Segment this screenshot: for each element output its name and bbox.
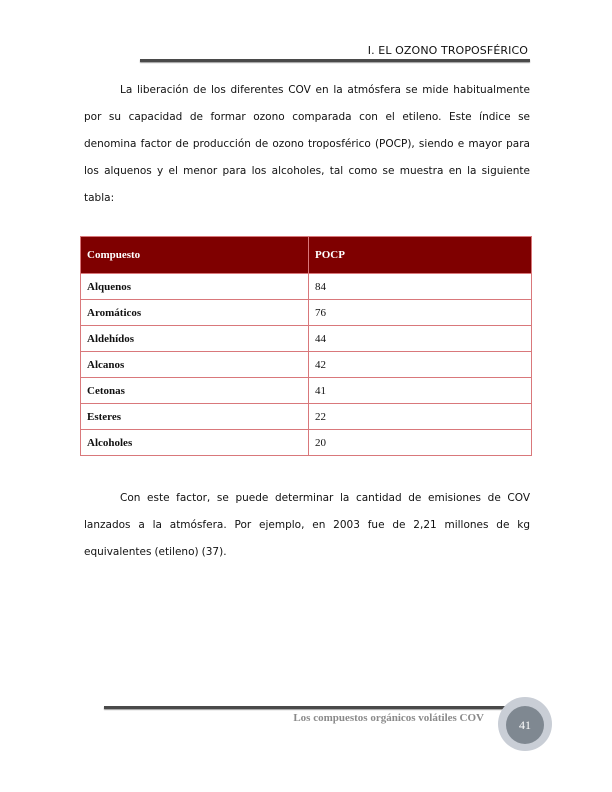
pocp-cell: 44: [309, 326, 532, 352]
pocp-cell: 76: [309, 300, 532, 326]
compound-cell: Cetonas: [81, 378, 309, 404]
running-header-title: I. EL OZONO TROPOSFÉRICO: [367, 44, 528, 57]
running-footer-title: Los compuestos orgánicos volátiles COV: [293, 712, 484, 724]
table-row: [81, 326, 532, 352]
compound-cell: Alquenos: [81, 274, 309, 300]
page-number: 41: [506, 706, 544, 744]
pocp-table: [80, 236, 532, 456]
table-row: [81, 300, 532, 326]
table-row: [81, 274, 532, 300]
pocp-cell: 20: [309, 430, 532, 456]
compound-cell: Aldehídos: [81, 326, 309, 352]
header-divider: [140, 59, 530, 62]
compound-cell: Alcanos: [81, 352, 309, 378]
compound-cell: Aromáticos: [81, 300, 309, 326]
table-row: [81, 378, 532, 404]
compound-cell: Alcoholes: [81, 430, 309, 456]
conclusion-paragraph: Con este factor, se puede determinar la cantidad de emisiones de COV lanzados a la atmósfera. Por ejemplo, en 2003 fue de 2,21 millones de kg equivalentes (etileno) (37).: [84, 492, 530, 558]
pocp-cell: 84: [309, 274, 532, 300]
pocp-cell: 22: [309, 404, 532, 430]
pocp-cell: 42: [309, 352, 532, 378]
footer-divider: [104, 706, 514, 709]
table-row: [81, 404, 532, 430]
column-header-pocp: POCP: [309, 237, 532, 274]
intro-paragraph: La liberación de los diferentes COV en la atmósfera se mide habitualmente por su capacidad de formar ozono comparada con el etileno. Este índice se denomina factor de producción de ozono troposférico (POCP), siendo e mayor para los alquenos y el menor para los alcoholes, tal como se muestra en la siguiente tabla:: [84, 84, 530, 204]
compound-cell: Esteres: [81, 404, 309, 430]
pocp-cell: 41: [309, 378, 532, 404]
table-row: [81, 352, 532, 378]
column-header-compound: Compuesto: [81, 237, 309, 274]
table-header-row: [81, 237, 532, 274]
table-row: [81, 430, 532, 456]
